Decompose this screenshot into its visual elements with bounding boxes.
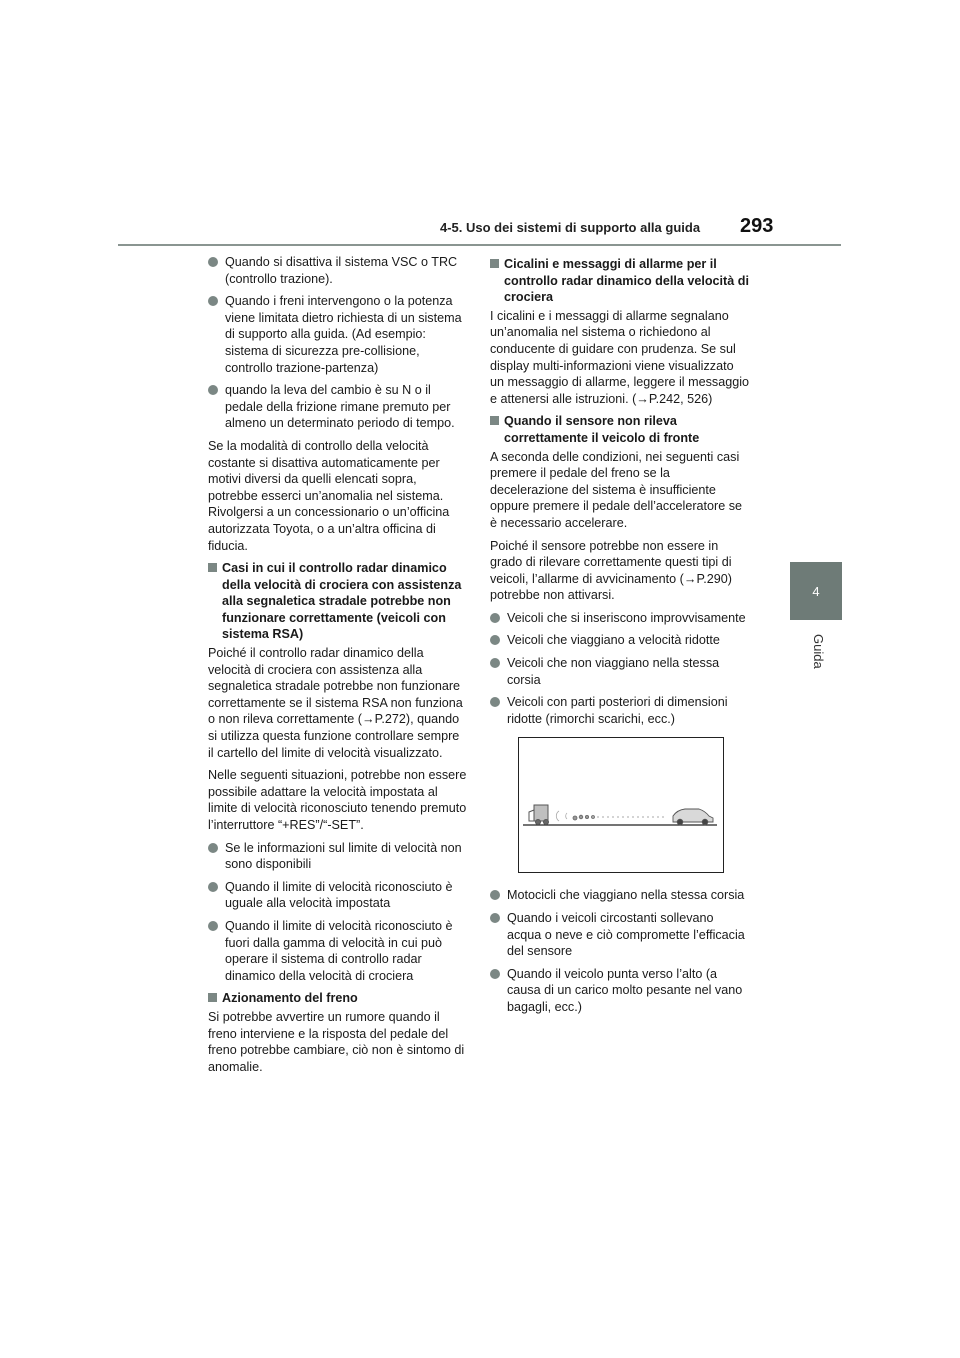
heading-text: Azionamento del freno (222, 991, 358, 1006)
list-item (208, 293, 468, 376)
square-bullet-icon (208, 993, 217, 1002)
paragraph: A seconda delle condizioni, nei seguenti casi premere il pedale del freno se la decelerazione del sistema è insufficiente oppure premere il pedale dell’acceleratore se è necessario accelerare. (490, 449, 743, 530)
bullet-icon (208, 385, 218, 395)
bullet-text: Veicoli che non viaggiano nella stessa corsia (507, 656, 720, 687)
bullet-icon (490, 635, 500, 645)
paragraph: Se la modalità di controllo della velocità costante si disattiva automaticamente per motivi diversi da quelli elencati sopra, potrebbe esserci un’anomalia nel sistema. Rivolgersi a un concessionario o un’officina autorizzata Toyota, o a un’altra officina di fiducia. (208, 438, 450, 553)
list-item (208, 254, 468, 287)
list-item (208, 840, 468, 873)
bullet-text: Se le informazioni sul limite di velocità non sono disponibili (225, 840, 462, 872)
bullet-text: Quando si disattiva il sistema VSC o TRC (controllo trazione). (225, 255, 458, 286)
left-column (208, 254, 468, 1081)
bullet-text: Quando il limite di velocità riconosciuto è uguale alla velocità impostata (225, 879, 453, 911)
paragraph: Poiché il sensore potrebbe non essere in grado di rilevare correttamente questi tipi di veicoli, l’allarme di avvicinamento (→P.290) potrebbe non attivarsi. (490, 538, 732, 603)
chapter-tab: 4 (790, 562, 842, 620)
heading-text: Cicalini e messaggi di allarme per il controllo radar dinamico della velocità di crociera (504, 257, 749, 305)
bullet-text: quando la leva del cambio è su N o il pedale della frizione rimane premuto per almeno un determinato periodo di tempo. (225, 383, 455, 431)
bullet-icon (490, 658, 500, 668)
section-title: 4-5. Uso dei sistemi di supporto alla guida (440, 220, 701, 235)
paragraph: I cicalini e i messaggi di allarme segnalano un’anomalia nel sistema o richiedono al conducente di guidare con prudenza. Se sul display multi-informazioni viene visualizzato un messaggio di allarme, leggere il messaggio e attenersi alle istruzioni. (→P.242, 526) (490, 308, 750, 406)
right-column (490, 254, 750, 1022)
bullet-icon (490, 697, 500, 707)
bullet-icon (208, 843, 218, 853)
list-item (208, 382, 468, 432)
square-bullet-icon (490, 259, 499, 268)
section-heading (208, 560, 468, 643)
page-number: 293 (740, 215, 774, 237)
square-bullet-icon (490, 416, 499, 425)
truck-radar-car-illustration (518, 737, 724, 873)
bullet-text: Quando i veicoli circostanti sollevano acqua o neve e ciò compromette l’efficacia del sensore (507, 911, 745, 959)
section-heading (490, 256, 750, 306)
bullet-text: Veicoli con parti posteriori di dimensioni ridotte (rimorchi scarichi, ecc.) (507, 695, 728, 726)
list-item (490, 694, 750, 727)
bullet-text: Motocicli che viaggiano nella stessa corsia (507, 888, 745, 903)
list-item (490, 887, 750, 904)
list-item (490, 966, 750, 1016)
bullet-icon (208, 257, 218, 267)
bullet-text: Quando il veicolo punta verso l’alto (a causa di un carico molto pesante nel vano bagagli, ecc.) (507, 966, 743, 1014)
section-heading (208, 990, 468, 1007)
bullet-icon (490, 969, 500, 979)
bullet-icon (490, 890, 500, 900)
paragraph: Nelle seguenti situazioni, potrebbe non essere possibile adattare la velocità impostata al limite di velocità riconosciuto tenendo premuto l’interruttore “+RES”/“-SET”. (208, 768, 467, 832)
bullet-text: Quando i freni intervengono o la potenza viene limitata dietro richiesta di un sistema di supporto alla guida. (Ad esempio: sistema di sicurezza pre-collisione, controllo trazione-partenza) (225, 294, 462, 375)
truck-radar-car-icon (519, 738, 723, 872)
bullet-icon (208, 882, 218, 892)
paragraph: Poiché il controllo radar dinamico della velocità di crociera con assistenza alla segnaletica stradale potrebbe non funzionare correttamente se il sistema RSA non funziona o non rileva correttamente (→P.272), quando si utilizza questa funzione controllare sempre il cartello del limite di velocità visualizzato. (208, 646, 463, 760)
list-item (490, 910, 750, 960)
square-bullet-icon (208, 563, 217, 572)
bullet-text: Veicoli che viaggiano a velocità ridotte (507, 633, 720, 648)
list-item (208, 879, 468, 912)
bullet-icon (208, 921, 218, 931)
section-heading (490, 413, 750, 446)
bullet-icon (490, 613, 500, 623)
list-item (208, 918, 468, 984)
heading-text: Casi in cui il controllo radar dinamico della velocità di crociera con assistenza alla segnaletica stradale potrebbe non funzionare correttamente (veicoli con sistema RSA) (222, 561, 462, 642)
list-item (490, 655, 750, 688)
chapter-label: Guida (811, 634, 826, 669)
bullet-text: Quando il limite di velocità riconosciuto è fuori dalla gamma di velocità in cui può operare il sistema di controllo radar dinamico della velocità di crociera (225, 918, 453, 983)
header-divider (118, 244, 841, 246)
heading-text: Quando il sensore non rileva correttamente il veicolo di fronte (504, 414, 700, 445)
bullet-text: Veicoli che si inseriscono improvvisamente (507, 610, 746, 625)
list-item (490, 632, 750, 649)
bullet-icon (208, 296, 218, 306)
paragraph: Si potrebbe avvertire un rumore quando il freno interviene e la risposta del pedale del freno potrebbe cambiare, ciò non è sintomo di anomalie. (208, 1009, 465, 1074)
bullet-icon (490, 913, 500, 923)
list-item (490, 610, 750, 627)
